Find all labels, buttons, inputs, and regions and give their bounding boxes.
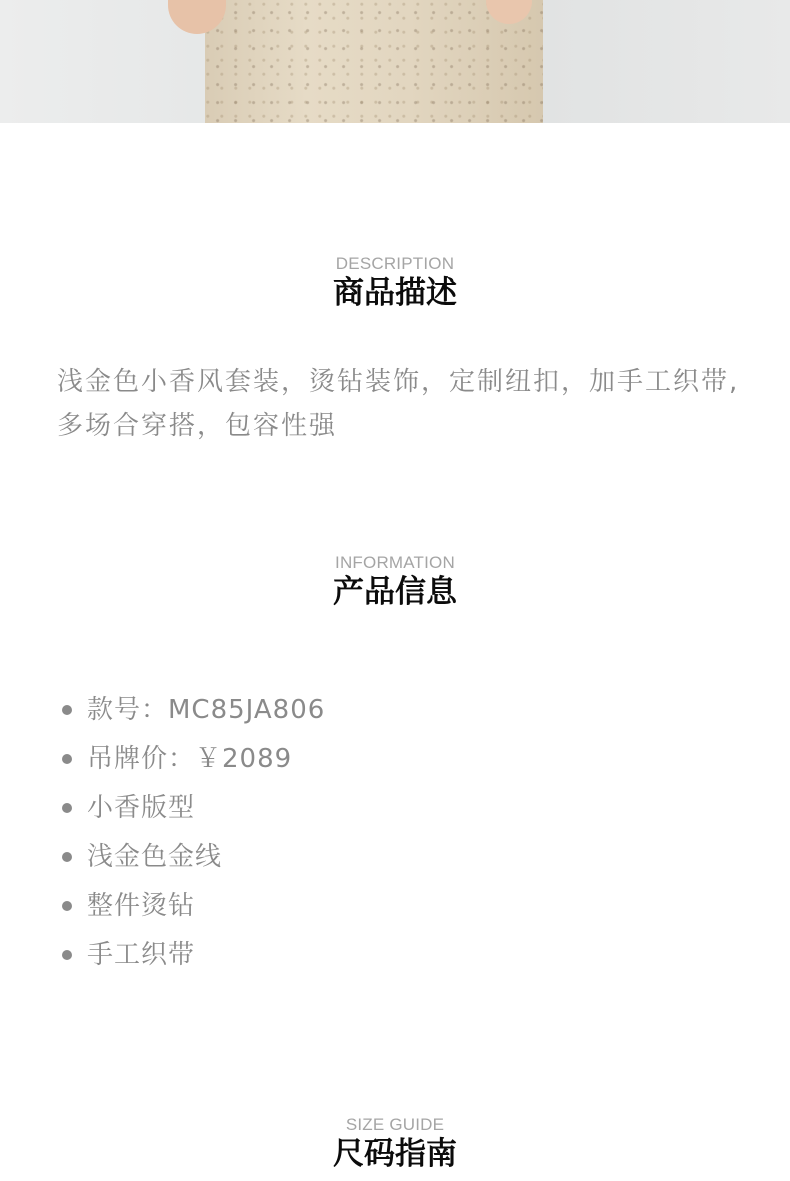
bullet-icon (62, 705, 72, 715)
info-item-fit: 小香版型 (87, 793, 196, 823)
description-heading-zh: 商品描述 (333, 275, 457, 311)
description-heading-en: DESCRIPTION (335, 254, 455, 273)
info-item-color: 浅金色金线 (87, 842, 223, 872)
list-item (60, 690, 325, 739)
size-guide-heading (0, 1115, 790, 1173)
tweed-skirt-image (205, 0, 543, 123)
description-text: 浅金色小香风套装，烫钻装饰，定制纽扣，加手工织带,多场合穿搭，包容性强 (57, 367, 740, 441)
list-item (60, 886, 325, 935)
list-item (60, 837, 325, 886)
bullet-icon (62, 901, 72, 911)
list-item (60, 788, 325, 837)
bullet-icon (62, 754, 72, 764)
info-item-tag-price: 吊牌价：￥2089 (87, 744, 293, 774)
bullet-icon (62, 803, 72, 813)
size-guide-heading-en: SIZE GUIDE (345, 1115, 445, 1134)
product-info-list (60, 690, 325, 984)
information-heading-zh: 产品信息 (333, 574, 457, 610)
bullet-icon (62, 950, 72, 960)
info-item-style-number: 款号：MC85JA806 (87, 695, 326, 725)
info-item-rhinestones: 整件烫钻 (87, 891, 196, 921)
size-guide-heading-zh: 尺码指南 (333, 1136, 457, 1172)
info-item-handmade-trim: 手工织带 (87, 940, 196, 970)
product-photo (0, 0, 790, 123)
description-heading (0, 254, 790, 312)
list-item (60, 739, 325, 788)
information-heading-en: INFORMATION (335, 553, 455, 572)
list-item (60, 935, 325, 984)
bullet-icon (62, 852, 72, 862)
information-heading (0, 553, 790, 611)
